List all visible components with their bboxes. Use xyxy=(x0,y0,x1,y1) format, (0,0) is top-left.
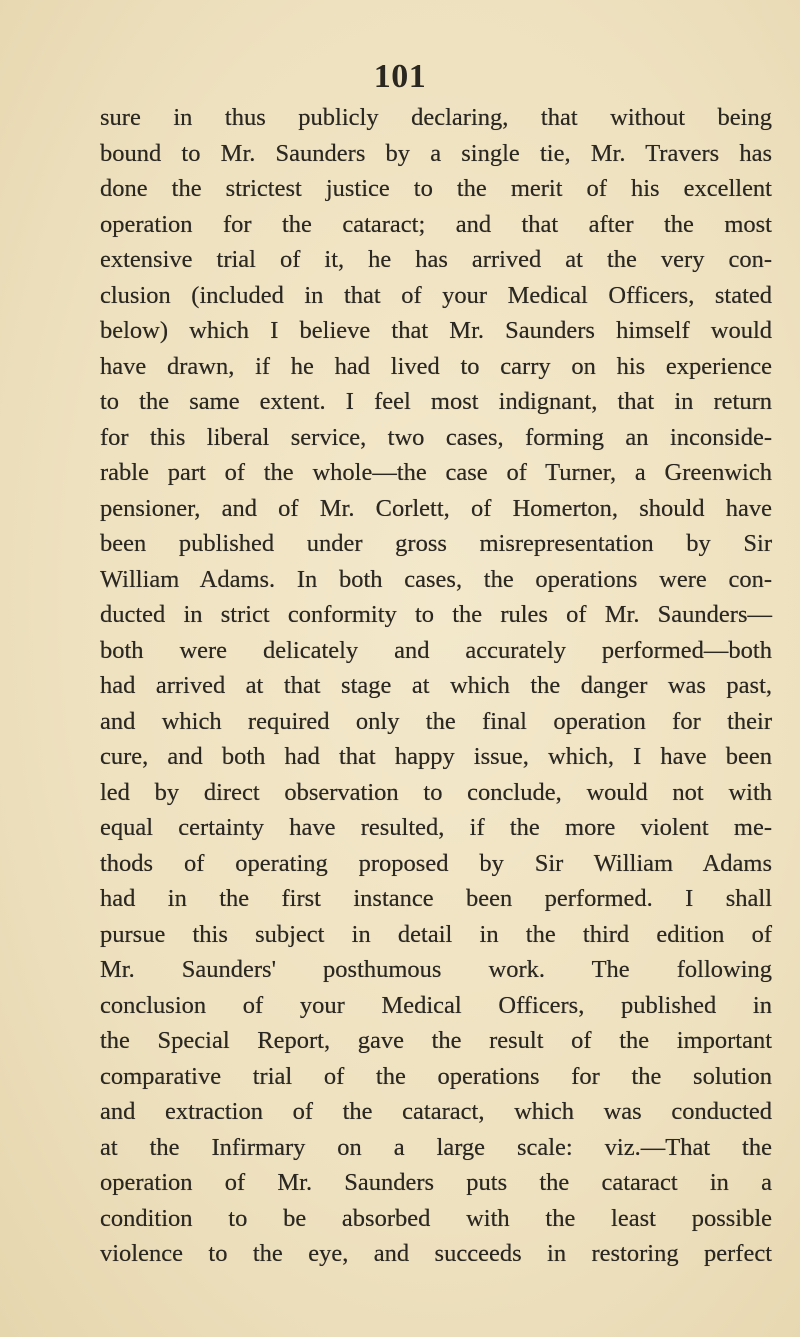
text-line: violence to the eye, and succeeds in restoring perfect xyxy=(100,1240,772,1267)
text-line: Mr. Saunders' posthumous work. The following xyxy=(100,956,772,983)
text-line: done the strictest justice to the merit of his excellent xyxy=(100,175,772,202)
text-line: operation of Mr. Saunders puts the cataract in a xyxy=(100,1169,772,1196)
text-line: operation for the cataract; and that after the most xyxy=(100,210,772,238)
text-line: condition to be absorbed with the least possible xyxy=(100,1204,772,1232)
page-number: 101 xyxy=(373,58,427,95)
text-line: to the same extent. I feel most indignant, that in return xyxy=(100,388,772,415)
text-line: conclusion of your Medical Officers, published in xyxy=(100,991,772,1019)
text-line: sure in thus publicly declaring, that without being xyxy=(100,104,772,131)
text-line: and which required only the final operation for their xyxy=(100,707,772,735)
text-line: and extraction of the cataract, which was conducted xyxy=(100,1098,772,1125)
text-line: at the Infirmary on a large scale: viz.—That the xyxy=(100,1133,772,1161)
text-line: thods of operating proposed by Sir William Adams xyxy=(100,849,772,877)
text-line: rable part of the whole—the case of Turner, a Greenwich xyxy=(100,459,772,486)
body-text xyxy=(100,100,772,1272)
text-line: below) which I believe that Mr. Saunders himself would xyxy=(100,317,772,344)
text-line: had in the first instance been performed. I shall xyxy=(100,885,772,912)
text-line: William Adams. In both cases, the operations were con- xyxy=(100,565,772,593)
text-line: pensioner, and of Mr. Corlett, of Homerton, should have xyxy=(100,494,772,522)
text-line: equal certainty have resulted, if the more violent me- xyxy=(100,814,772,841)
text-line: extensive trial of it, he has arrived at the very con- xyxy=(100,246,772,273)
text-line: ducted in strict conformity to the rules of Mr. Saunders— xyxy=(100,601,772,628)
text-line: had arrived at that stage at which the danger was past, xyxy=(100,672,772,699)
text-line: cure, and both had that happy issue, which, I have been xyxy=(100,743,772,770)
text-line: clusion (included in that of your Medical Officers, stated xyxy=(100,281,772,309)
text-line: the Special Report, gave the result of the important xyxy=(100,1027,772,1054)
text-line: bound to Mr. Saunders by a single tie, Mr. Travers has xyxy=(100,139,772,167)
text-line: have drawn, if he had lived to carry on his experience xyxy=(100,352,772,380)
text-line: both were delicately and accurately performed—both xyxy=(100,636,772,664)
text-line: been published under gross misrepresentation by Sir xyxy=(100,530,772,557)
text-line: for this liberal service, two cases, forming an inconside- xyxy=(100,423,772,451)
text-line: comparative trial of the operations for the solution xyxy=(100,1062,772,1090)
text-line: pursue this subject in detail in the third edition of xyxy=(100,920,772,948)
text-line: led by direct observation to conclude, would not with xyxy=(100,778,772,806)
